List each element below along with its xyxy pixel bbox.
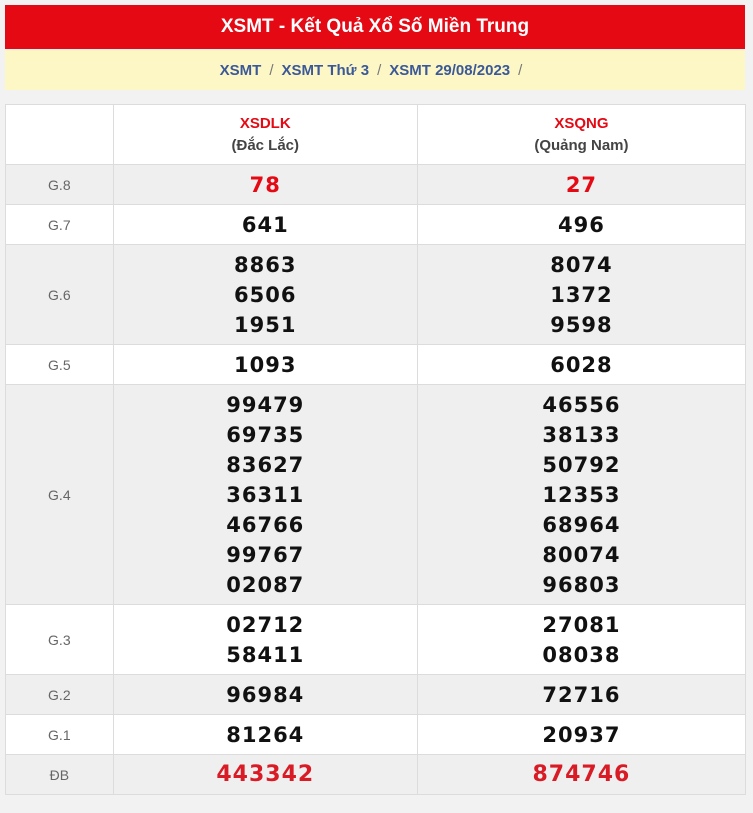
- table-row: [6, 245, 746, 345]
- prize-cell-dlk: [113, 675, 417, 715]
- breadcrumb-separator: /: [518, 61, 523, 79]
- prize-label: G.1: [6, 715, 114, 755]
- breadcrumb-item-xsmt[interactable]: XSMT: [219, 61, 262, 79]
- prize-number: 50792: [542, 452, 621, 477]
- prize-cell-dlk: [113, 605, 417, 675]
- prize-cell-qng: [417, 755, 745, 795]
- province-header-dlk: [113, 105, 417, 165]
- header-corner-cell: [6, 105, 114, 165]
- prize-number: 02712: [226, 612, 305, 637]
- prize-number: 8074: [550, 252, 613, 277]
- province-header-qng: [417, 105, 745, 165]
- prize-cell-qng: [417, 245, 745, 345]
- prize-number: 496: [558, 212, 605, 237]
- table-row: [6, 675, 746, 715]
- prize-cell-dlk: [113, 715, 417, 755]
- prize-label: G.7: [6, 205, 114, 245]
- table-row: [6, 755, 746, 795]
- prize-label: ĐB: [6, 755, 114, 795]
- table-row: [6, 165, 746, 205]
- prize-number: 99767: [226, 542, 305, 567]
- prize-number: 6506: [234, 282, 297, 307]
- prize-number: 46556: [542, 392, 621, 417]
- table-row: [6, 605, 746, 675]
- prize-number: 20937: [542, 722, 621, 747]
- prize-number: 8863: [234, 252, 297, 277]
- prize-number: 641: [241, 212, 289, 237]
- prize-number: 36311: [226, 482, 305, 507]
- prize-number: 96984: [226, 682, 305, 707]
- results-table: [5, 104, 746, 795]
- prize-number: 27: [565, 172, 598, 197]
- breadcrumb-separator: /: [377, 61, 382, 79]
- prize-cell-dlk: [113, 245, 417, 345]
- prize-number: 80074: [542, 542, 621, 567]
- prize-number: 72716: [542, 682, 621, 707]
- breadcrumb-item-xsmt-date[interactable]: XSMT 29/08/2023: [389, 61, 511, 79]
- prize-cell-dlk: [113, 165, 417, 205]
- prize-label: G.5: [6, 345, 114, 385]
- prize-cell-qng: [417, 605, 745, 675]
- prize-cell-qng: [417, 675, 745, 715]
- prize-cell-qng: [417, 205, 745, 245]
- table-row: [6, 345, 746, 385]
- prize-number: 6028: [550, 352, 613, 377]
- prize-label: G.3: [6, 605, 114, 675]
- prize-number: 96803: [542, 572, 621, 597]
- breadcrumb-item-xsmt-thu-3[interactable]: XSMT Thứ 3: [281, 61, 370, 79]
- prize-number: 58411: [226, 642, 305, 667]
- table-row: [6, 715, 746, 755]
- province-code[interactable]: XSQNG: [554, 114, 609, 132]
- prize-cell-dlk: [113, 755, 417, 795]
- prize-cell-dlk: [113, 345, 417, 385]
- prize-label: G.2: [6, 675, 114, 715]
- breadcrumb: [5, 50, 745, 90]
- prize-label: G.8: [6, 165, 114, 205]
- prize-number: 1372: [550, 282, 613, 307]
- province-header-row: [6, 105, 746, 165]
- prize-number: 1951: [234, 312, 297, 337]
- prize-cell-dlk: [113, 205, 417, 245]
- prize-number: 38133: [542, 422, 621, 447]
- prize-number: 27081: [542, 612, 621, 637]
- province-name: (Quảng Nam): [534, 136, 629, 154]
- province-code[interactable]: XSDLK: [239, 114, 291, 132]
- prize-rows: [6, 165, 746, 795]
- prize-number: 83627: [226, 452, 305, 477]
- breadcrumb-separator: /: [269, 61, 274, 79]
- prize-cell-qng: [417, 385, 745, 605]
- prize-label: G.6: [6, 245, 114, 345]
- page-title: XSMT - Kết Quả Xổ Số Miền Trung: [5, 5, 745, 49]
- prize-label: G.4: [6, 385, 114, 605]
- prize-number: 46766: [226, 512, 305, 537]
- prize-cell-qng: [417, 345, 745, 385]
- prize-number: 69735: [226, 422, 305, 447]
- table-row: [6, 385, 746, 605]
- prize-number: 02087: [226, 572, 305, 597]
- prize-number: 874746: [532, 761, 631, 787]
- prize-number: 81264: [226, 722, 305, 747]
- prize-number: 78: [249, 172, 281, 197]
- prize-number: 08038: [542, 642, 621, 667]
- prize-number: 443342: [216, 761, 315, 787]
- prize-cell-qng: [417, 715, 745, 755]
- province-name: (Đắc Lắc): [231, 136, 300, 154]
- prize-number: 12353: [542, 482, 621, 507]
- prize-number: 99479: [226, 392, 305, 417]
- table-row: [6, 205, 746, 245]
- prize-cell-qng: [417, 165, 745, 205]
- prize-number: 1093: [234, 352, 297, 377]
- prize-number: 9598: [550, 312, 613, 337]
- prize-cell-dlk: [113, 385, 417, 605]
- prize-number: 68964: [542, 512, 621, 537]
